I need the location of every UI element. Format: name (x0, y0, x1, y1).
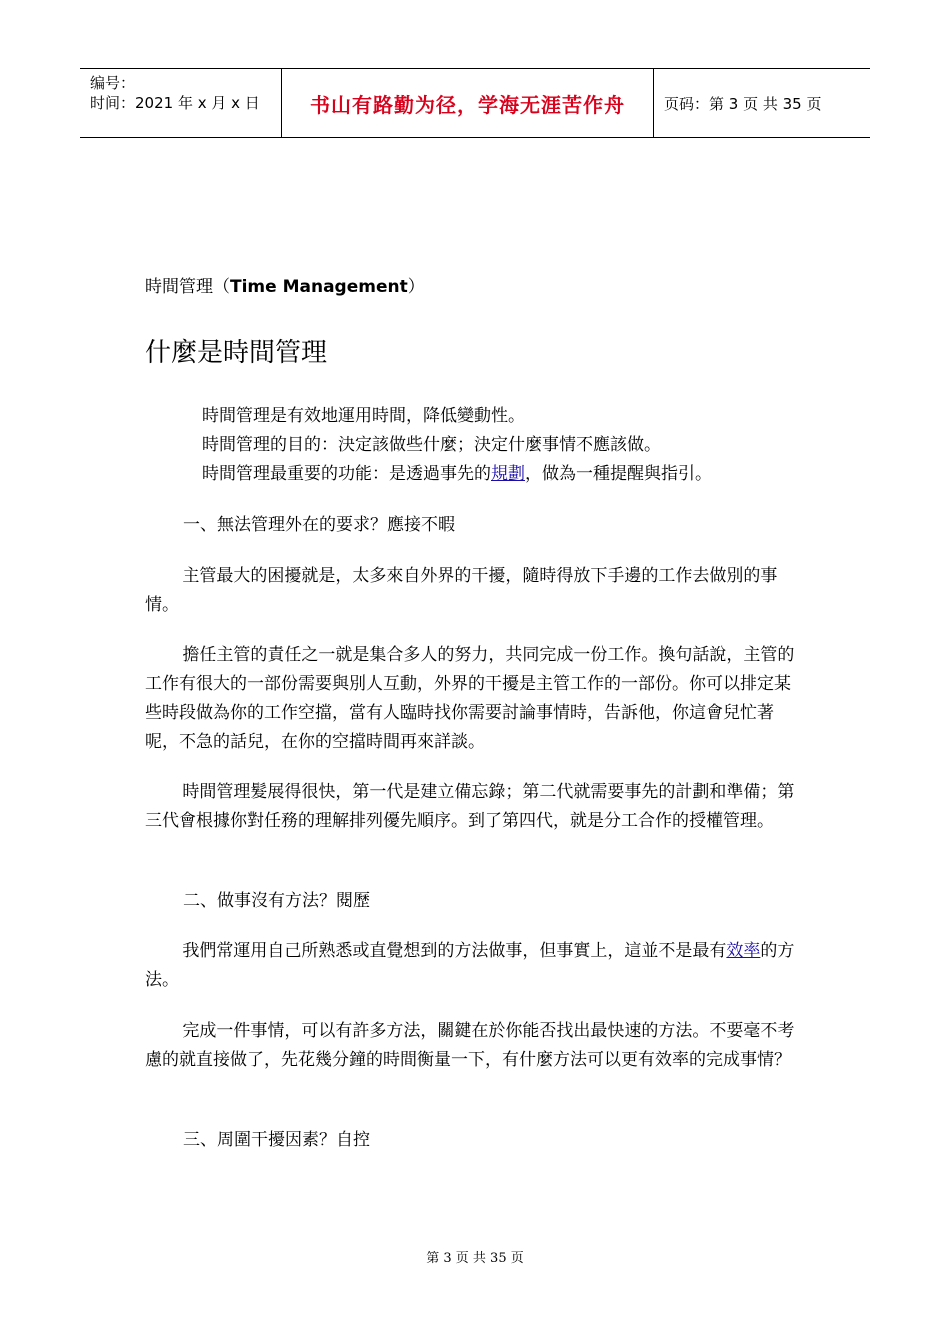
intro-block (202, 402, 802, 489)
intro-line-2: 時間管理的目的：決定該做些什麼；決定什麼事情不應該做。 (202, 435, 661, 455)
page-footer: 第 3 页 共 35 页 (426, 1251, 524, 1266)
intro-line-3-pre: 時間管理最重要的功能：是透過事先的 (202, 464, 491, 484)
section-2-paragraph-2: 完成一件事情，可以有許多方法，關鍵在於你能否找出最快速的方法。不要毫不考慮的就直接做了，先花幾分鐘的時間衡量一下，有什麼方法可以更有效率的完成事情？ (145, 1021, 795, 1070)
subtitle-prefix: 時間管理（ (145, 277, 230, 297)
subtitle-english: Time Management (230, 277, 408, 297)
intro-line-1: 時間管理是有效地運用時間，降低變動性。 (202, 406, 525, 426)
date-label: 时间：2021 年 x 月 x 日 (90, 94, 260, 112)
section-1-heading: 一、無法管理外在的要求？應接不暇 (183, 515, 455, 535)
section-3-heading: 三、周圍干擾因素？自控 (183, 1130, 370, 1150)
header-page-info (654, 69, 870, 137)
header-meta (80, 69, 282, 137)
efficiency-link[interactable]: 效率 (726, 941, 761, 961)
planning-link[interactable]: 規劃 (491, 464, 525, 484)
section-1-paragraph-3: 時間管理髮展得很快，第一代是建立備忘錄；第二代就需要事先的計劃和準備；第三代會根據你對任務的理解排列優先順序。到了第四代，就是分工合作的授權管理。 (145, 782, 795, 831)
header-motto: 书山有路勤为径，学海无涯苦作舟 (310, 92, 625, 117)
intro-line-3-post: ，做為一種提醒與指引。 (525, 464, 712, 484)
section-2-heading: 二、做事沒有方法？閱歷 (183, 891, 370, 911)
page-info-text: 页码：第 3 页 共 35 页 (664, 94, 822, 113)
section-2-p1-post: 的方法。 (145, 941, 795, 990)
document-heading: 什麼是時間管理 (145, 338, 328, 368)
section-2-paragraph-1 (145, 937, 805, 995)
header-motto-cell (282, 69, 654, 137)
page-header (80, 68, 870, 138)
intro-line-3 (202, 460, 802, 489)
subtitle-suffix: ） (407, 277, 425, 297)
document-subtitle (145, 272, 805, 297)
section-2-p1-pre: 我們常運用自己所熟悉或直覺想到的方法做事，但事實上，這並不是最有 (182, 941, 727, 961)
section-1-paragraph-1: 主管最大的困擾就是，太多來自外界的干擾，隨時得放下手邊的工作去做別的事情。 (145, 566, 778, 615)
section-1-paragraph-2: 擔任主管的責任之一就是集合多人的努力，共同完成一份工作。換句話說，主管的工作有很大的一部份需要與別人互動，外界的干擾是主管工作的一部份。你可以排定某些時段做為你的工作空擋，當有人臨時找你需要討論事情時，告訴他，你這會兒忙著呢，不急的話兒，在你的空擋時間再來詳談。 (145, 645, 795, 752)
code-label: 编号： (90, 74, 136, 92)
